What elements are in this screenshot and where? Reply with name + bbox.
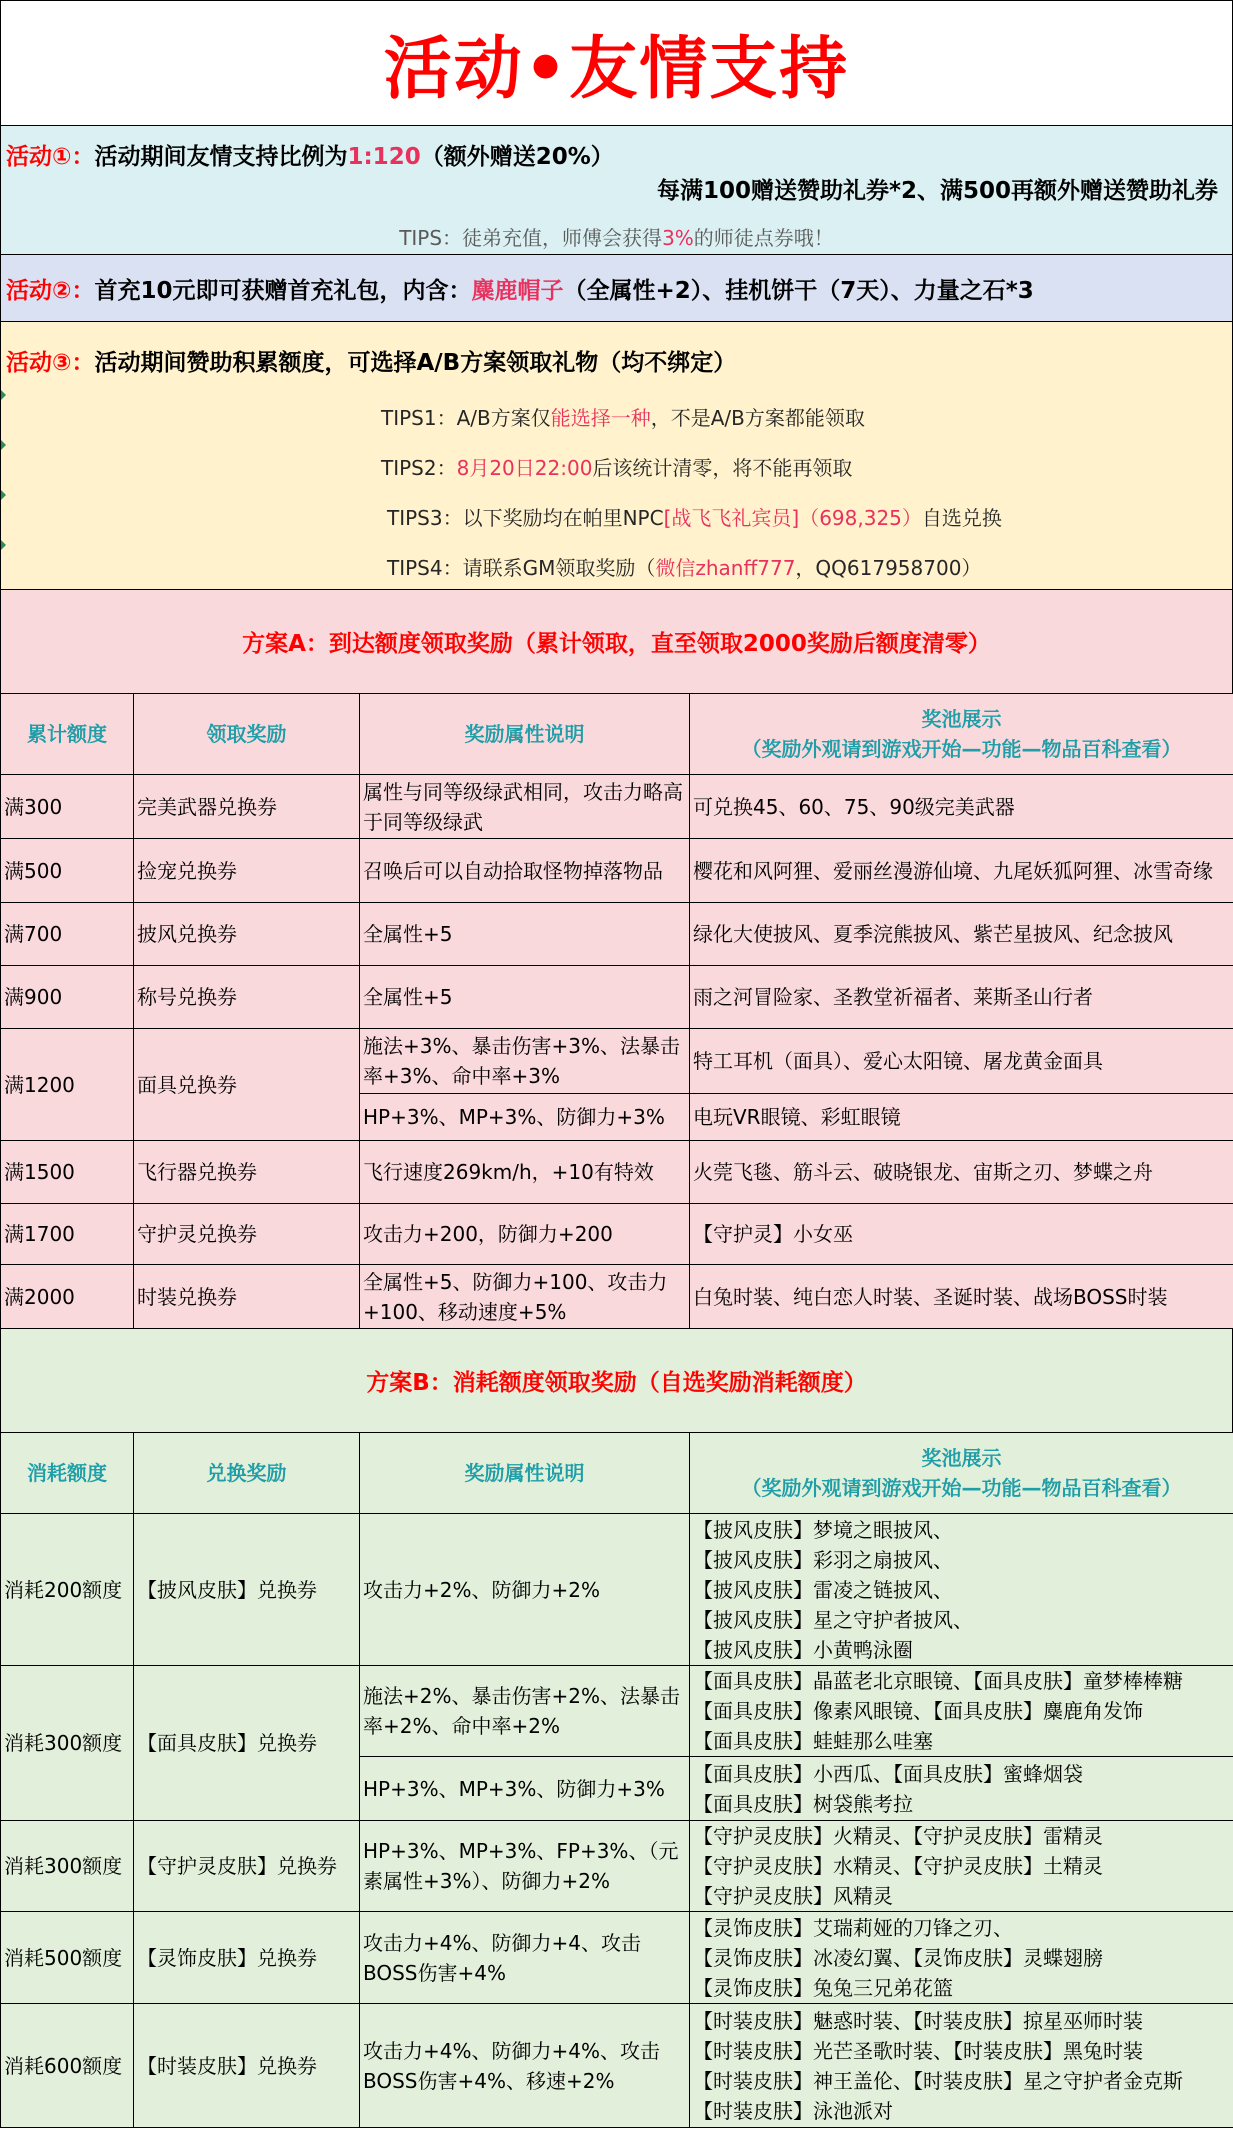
reward-cell: 【时装皮肤】兑换券 xyxy=(134,2004,360,2128)
plan-b-table xyxy=(0,1432,1233,2128)
activity-3-tip-1 xyxy=(381,402,865,431)
desc-cell: 召唤后可以自动拾取怪物掉落物品 xyxy=(360,839,690,903)
reward-cell: 【守护灵皮肤】兑换券 xyxy=(134,1821,360,1912)
desc-cell: 施法+2%、暴击伤害+2%、法暴击率+2%、命中率+2% xyxy=(360,1666,690,1757)
activity-1-text: 活动期间友情支持比例为 xyxy=(94,144,348,170)
pool-line: 【守护灵皮肤】火精灵、【守护灵皮肤】雷精灵 xyxy=(693,1824,1103,1848)
pool-header-title: 奖池展示 xyxy=(921,707,1002,731)
column-header: 奖励属性说明 xyxy=(360,1433,690,1514)
pool-cell: 雨之河冒险家、圣教堂祈福者、莱斯圣山行者 xyxy=(690,966,1233,1029)
activity-1-section xyxy=(0,125,1233,255)
tip-1-highlight: 能选择一种 xyxy=(550,406,651,430)
desc-cell: 攻击力+4%、防御力+4、攻击BOSS伤害+4% xyxy=(360,1912,690,2004)
pool-cell: 电玩VR眼镜、彩虹眼镜 xyxy=(690,1094,1233,1141)
reward-cell: 披风兑换券 xyxy=(134,903,360,966)
table-row xyxy=(1,775,1233,839)
pool-line: 【灵饰皮肤】兔兔三兄弟花篮 xyxy=(693,1975,953,2000)
plan-a-title: 方案A：到达额度领取奖励（累计领取，直至领取2000奖励后额度清零） xyxy=(0,590,1233,693)
pool-cell xyxy=(690,1821,1233,1912)
pool-cell: 【守护灵】小女巫 xyxy=(690,1204,1233,1265)
desc-cell: 全属性+5、防御力+100、攻击力+100、移动速度+5% xyxy=(360,1265,690,1329)
reward-cell: 守护灵兑换券 xyxy=(134,1204,360,1265)
desc-cell: HP+3%、MP+3%、防御力+3% xyxy=(360,1757,690,1821)
reward-cell: 面具兑换券 xyxy=(134,1029,360,1141)
pool-cell: 绿化大使披风、夏季浣熊披风、紫芒星披风、纪念披风 xyxy=(690,903,1233,966)
pool-cell xyxy=(690,2004,1233,2128)
tip-4-a: TIPS4：请联系GM领取奖励（ xyxy=(387,556,656,580)
table-row xyxy=(1,1514,1233,1666)
desc-cell: HP+3%、MP+3%、防御力+3% xyxy=(360,1094,690,1141)
pool-cell: 樱花和风阿狸、爱丽丝漫游仙境、九尾妖狐阿狸、冰雪奇缘 xyxy=(690,839,1233,903)
activity-3-tip-2 xyxy=(381,452,852,481)
activity-3-line xyxy=(6,344,736,377)
pool-line: 【守护灵皮肤】水精灵、【守护灵皮肤】土精灵 xyxy=(693,1854,1103,1878)
pool-cell xyxy=(690,1666,1233,1757)
cell-marker-icon xyxy=(1,540,6,550)
reward-cell: 【面具皮肤】兑换券 xyxy=(134,1666,360,1821)
pool-cell: 特工耳机（面具）、爱心太阳镜、屠龙黄金面具 xyxy=(690,1029,1233,1094)
plan-a-table xyxy=(0,693,1233,1329)
tip-4-c: ，QQ617958700） xyxy=(795,556,982,580)
pool-line: 【灵饰皮肤】冰凌幻翼、【灵饰皮肤】灵蝶翅膀 xyxy=(693,1945,1103,1970)
pool-line: 【面具皮肤】小西瓜、【面具皮肤】蜜蜂烟袋 xyxy=(693,1761,1083,1786)
activity-2-text: 首充10元即可获赠首充礼包，内含： xyxy=(94,277,472,304)
pool-cell: 可兑换45、60、75、90级完美武器 xyxy=(690,775,1233,839)
pool-line: 【面具皮肤】蛙蛙那么哇塞 xyxy=(693,1729,933,1753)
activity-2-section xyxy=(0,255,1233,322)
desc-cell: 属性与同等级绿武相同，攻击力略高于同等级绿武 xyxy=(360,775,690,839)
tip-2-c: 后该统计清零，将不能再领取 xyxy=(592,456,853,480)
reward-cell: 飞行器兑换券 xyxy=(134,1141,360,1204)
amount-cell: 满1500 xyxy=(1,1141,134,1204)
pool-cell: 火莞飞毯、筋斗云、破晓银龙、宙斯之刃、梦蝶之舟 xyxy=(690,1141,1233,1204)
amount-cell: 满1200 xyxy=(1,1029,134,1141)
amount-cell: 消耗500额度 xyxy=(1,1912,134,2004)
pool-line: 【披风皮肤】彩羽之扇披风、 xyxy=(693,1547,953,1572)
pool-line: 【披风皮肤】雷凌之链披风、 xyxy=(693,1577,953,1602)
column-header: 奖励属性说明 xyxy=(360,694,690,775)
amount-cell: 消耗300额度 xyxy=(1,1821,134,1912)
pool-header-note: （奖励外观请到游戏开始—功能—物品百科查看） xyxy=(741,1476,1182,1500)
tip-3-c: 自选兑换 xyxy=(921,506,1002,530)
pool-header-title: 奖池展示 xyxy=(921,1446,1002,1470)
amount-cell: 满900 xyxy=(1,966,134,1029)
activity-2-item: 麋鹿帽子 xyxy=(471,277,564,304)
pool-line: 【时装皮肤】泳池派对 xyxy=(693,2098,893,2123)
tip-3-highlight: [战飞飞礼宾员]（698,325） xyxy=(663,506,922,530)
activity-3-tip-3 xyxy=(387,502,1002,531)
desc-cell: 攻击力+200，防御力+200 xyxy=(360,1204,690,1265)
page-title-bar xyxy=(0,0,1233,125)
reward-cell: 【灵饰皮肤】兑换券 xyxy=(134,1912,360,2004)
tip-1-c: ，不是A/B方案都能领取 xyxy=(650,406,865,430)
table-row xyxy=(1,839,1233,903)
table-row xyxy=(1,2004,1233,2128)
tip-3-a: TIPS3：以下奖励均在帕里NPC xyxy=(387,506,664,530)
cell-marker-icon xyxy=(1,490,6,500)
activity-1-tip-prefix: TIPS：徒弟充值，师傅会获得 xyxy=(399,226,663,250)
tip-2-a: TIPS2： xyxy=(381,456,457,480)
amount-cell: 满700 xyxy=(1,903,134,966)
table-row xyxy=(1,1029,1233,1094)
activity-1-label: 活动①： xyxy=(6,144,95,170)
reward-cell: 捡宠兑换券 xyxy=(134,839,360,903)
table-row xyxy=(1,1912,1233,2004)
table-header-row xyxy=(1,694,1233,775)
table-header-row xyxy=(1,1433,1233,1514)
tip-2-highlight: 8月20日22:00 xyxy=(456,456,593,480)
cell-marker-icon xyxy=(1,390,6,400)
desc-cell: 攻击力+2%、防御力+2% xyxy=(360,1514,690,1666)
activity-2-text-rest: （全属性+2）、挂机饼干（7天）、力量之石*3 xyxy=(563,277,1034,304)
table-row xyxy=(1,1821,1233,1912)
amount-cell: 消耗600额度 xyxy=(1,2004,134,2128)
reward-cell: 【披风皮肤】兑换券 xyxy=(134,1514,360,1666)
pool-line: 【时装皮肤】光芒圣歌时装、【时装皮肤】黑兔时装 xyxy=(693,2038,1143,2063)
amount-cell: 消耗300额度 xyxy=(1,1666,134,1821)
desc-cell: 全属性+5 xyxy=(360,903,690,966)
pool-cell: 白兔时装、纯白恋人时装、圣诞时装、战场BOSS时装 xyxy=(690,1265,1233,1329)
reward-cell: 称号兑换券 xyxy=(134,966,360,1029)
activity-3-section xyxy=(0,322,1233,590)
activity-1-line xyxy=(6,138,614,171)
amount-cell: 满300 xyxy=(1,775,134,839)
activity-2-label: 活动②： xyxy=(6,277,95,304)
activity-1-ratio: 1:120 xyxy=(347,144,421,170)
activity-3-text: 活动期间赞助积累额度，可选择A/B方案领取礼物（均不绑定） xyxy=(94,350,737,376)
activity-1-gift-line: 每满100赠送赞助礼券*2、满500再额外赠送赞助礼券 xyxy=(656,178,1218,204)
activity-1-tip-suffix: 的师徒点券哦！ xyxy=(693,226,834,250)
activity-1-bonus: （额外赠送20%） xyxy=(420,144,614,170)
column-header: 领取奖励 xyxy=(134,694,360,775)
pool-line: 【灵饰皮肤】艾瑞莉娅的刀锋之刃、 xyxy=(693,1915,1013,1940)
amount-cell: 消耗200额度 xyxy=(1,1514,134,1666)
desc-cell: 全属性+5 xyxy=(360,966,690,1029)
tip-1-a: TIPS1：A/B方案仅 xyxy=(381,406,551,430)
column-header: 消耗额度 xyxy=(1,1433,134,1514)
pool-line: 【披风皮肤】星之守护者披风、 xyxy=(693,1607,973,1632)
pool-line: 【面具皮肤】像素风眼镜、【面具皮肤】麋鹿角发饰 xyxy=(693,1699,1143,1723)
cell-marker-icon xyxy=(1,440,6,450)
amount-cell: 满2000 xyxy=(1,1265,134,1329)
tip-4-highlight: 微信zhanff777 xyxy=(655,556,796,580)
pool-header-note: （奖励外观请到游戏开始—功能—物品百科查看） xyxy=(741,737,1182,761)
plan-b-title: 方案B：消耗额度领取奖励（自选奖励消耗额度） xyxy=(0,1329,1233,1432)
activity-1-tip-percent: 3% xyxy=(662,226,694,250)
table-row xyxy=(1,1204,1233,1265)
pool-line: 【披风皮肤】梦境之眼披风、 xyxy=(693,1517,953,1542)
column-header xyxy=(690,694,1233,775)
column-header: 兑换奖励 xyxy=(134,1433,360,1514)
activity-3-label: 活动③： xyxy=(6,350,95,376)
table-row xyxy=(1,1666,1233,1757)
page-title: 活动•友情支持 xyxy=(383,29,850,109)
pool-cell xyxy=(690,1514,1233,1666)
pool-line: 【守护灵皮肤】风精灵 xyxy=(693,1884,893,1908)
desc-cell: 施法+3%、暴击伤害+3%、法暴击率+3%、命中率+3% xyxy=(360,1029,690,1094)
pool-line: 【面具皮肤】晶蓝老北京眼镜、【面具皮肤】童梦棒棒糖 xyxy=(693,1669,1183,1693)
column-header xyxy=(690,1433,1233,1514)
activity-3-tip-4 xyxy=(387,552,981,581)
amount-cell: 满1700 xyxy=(1,1204,134,1265)
table-row xyxy=(1,1265,1233,1329)
pool-line: 【面具皮肤】树袋熊考拉 xyxy=(693,1791,913,1816)
table-row xyxy=(1,1141,1233,1204)
pool-cell xyxy=(690,1757,1233,1821)
desc-cell: 飞行速度269km/h，+10有特效 xyxy=(360,1141,690,1204)
desc-cell: 攻击力+4%、防御力+4%、攻击BOSS伤害+4%、移速+2% xyxy=(360,2004,690,2128)
reward-cell: 时装兑换券 xyxy=(134,1265,360,1329)
column-header: 累计额度 xyxy=(1,694,134,775)
amount-cell: 满500 xyxy=(1,839,134,903)
reward-cell: 完美武器兑换券 xyxy=(134,775,360,839)
pool-line: 【披风皮肤】小黄鸭泳圈 xyxy=(693,1637,913,1662)
pool-cell xyxy=(690,1912,1233,2004)
table-row xyxy=(1,903,1233,966)
table-row xyxy=(1,966,1233,1029)
pool-line: 【时装皮肤】魅惑时装、【时装皮肤】掠星巫师时装 xyxy=(693,2008,1143,2033)
pool-line: 【时装皮肤】神王盖伦、【时装皮肤】星之守护者金克斯 xyxy=(693,2068,1183,2093)
activity-1-tip xyxy=(1,222,1232,251)
desc-cell: HP+3%、MP+3%、FP+3%、（元素属性+3%）、防御力+2% xyxy=(360,1821,690,1912)
